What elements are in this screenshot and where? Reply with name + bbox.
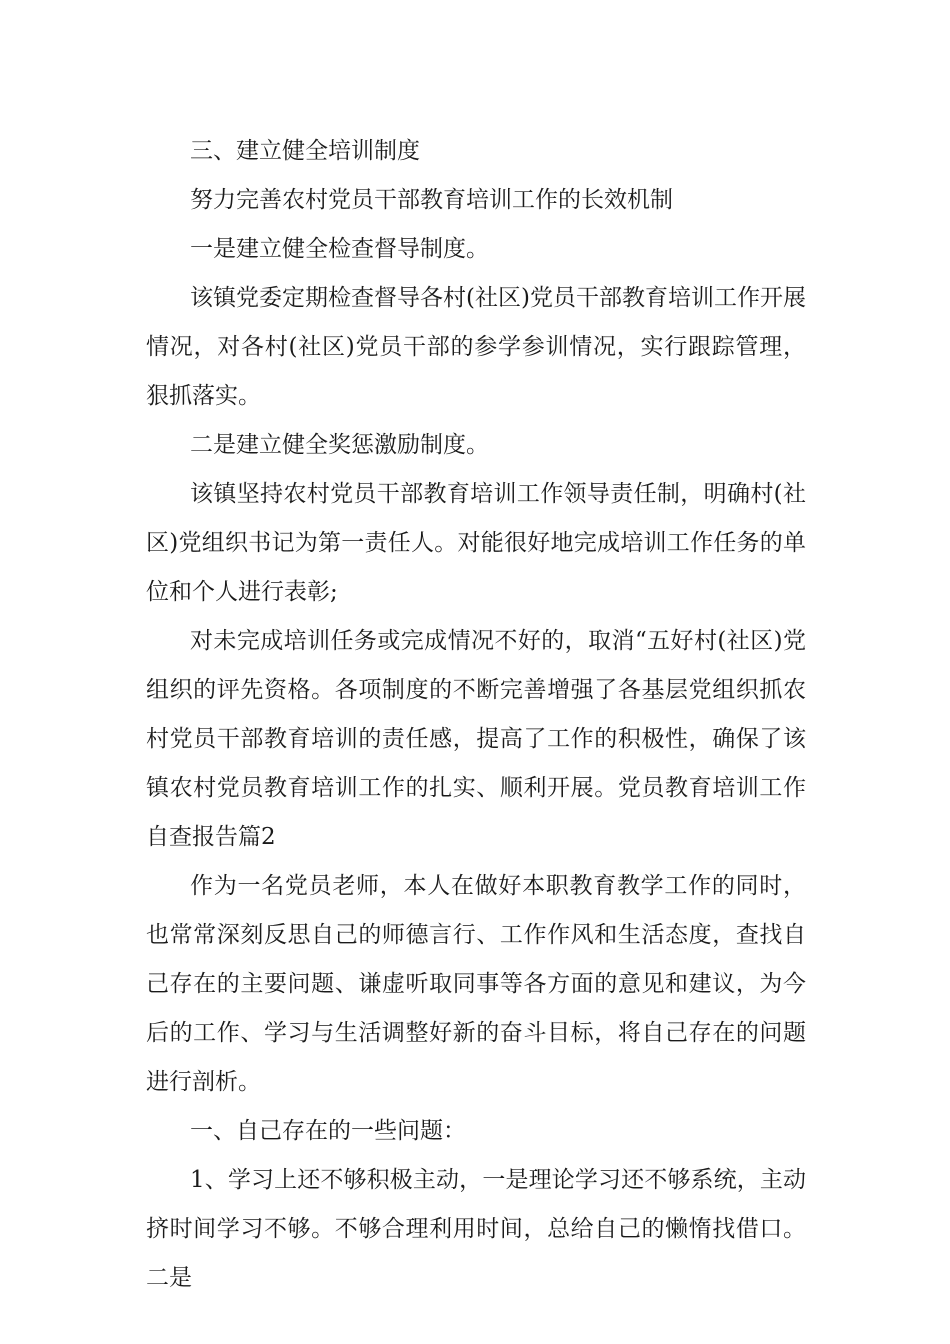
section-heading-3: 三、建立健全培训制度	[190, 138, 420, 164]
body-paragraph: 该镇党委定期检查督导各村(社区)党员干部教育培训工作开展情况，对各村(社区)党员干部的参学参训情况，实行跟踪管理，狠抓落实。	[146, 285, 806, 409]
item-heading-2: 二是建立健全奖惩激励制度。	[190, 432, 489, 458]
section-heading-1: 一、自己存在的一些问题：	[190, 1118, 466, 1144]
item-heading-1: 一是建立健全检查督导制度。	[190, 236, 489, 262]
body-paragraph: 1、学习上还不够积极主动，一是理论学习还不够系统，主动挤时间学习不够。不够合理利用时间，总给自己的懒惰找借口。二是	[146, 1167, 806, 1291]
body-paragraph: 该镇坚持农村党员干部教育培训工作领导责任制，明确村(社区)党组织书记为第一责任人。对能很好地完成培训工作任务的单位和个人进行表彰;	[146, 481, 806, 605]
section-subtitle: 努力完善农村党员干部教育培训工作的长效机制	[190, 187, 673, 213]
body-paragraph: 作为一名党员老师，本人在做好本职教育教学工作的同时，也常常深刻反思自己的师德言行、工作作风和生活态度，查找自己存在的主要问题、谦虚听取同事等各方面的意见和建议，为今后的工作、学习与生活调整好新的奋斗目标，将自己存在的问题进行剖析。	[146, 873, 806, 1095]
body-paragraph: 对未完成培训任务或完成情况不好的，取消“五好村(社区)党组织的评先资格。各项制度的不断完善增强了各基层党组织抓农村党员干部教育培训的责任感，提高了工作的积极性，确保了该镇农村党员教育培训工作的扎实、顺利开展。党员教育培训工作自查报告篇2	[146, 628, 806, 850]
document-body	[146, 127, 806, 1303]
